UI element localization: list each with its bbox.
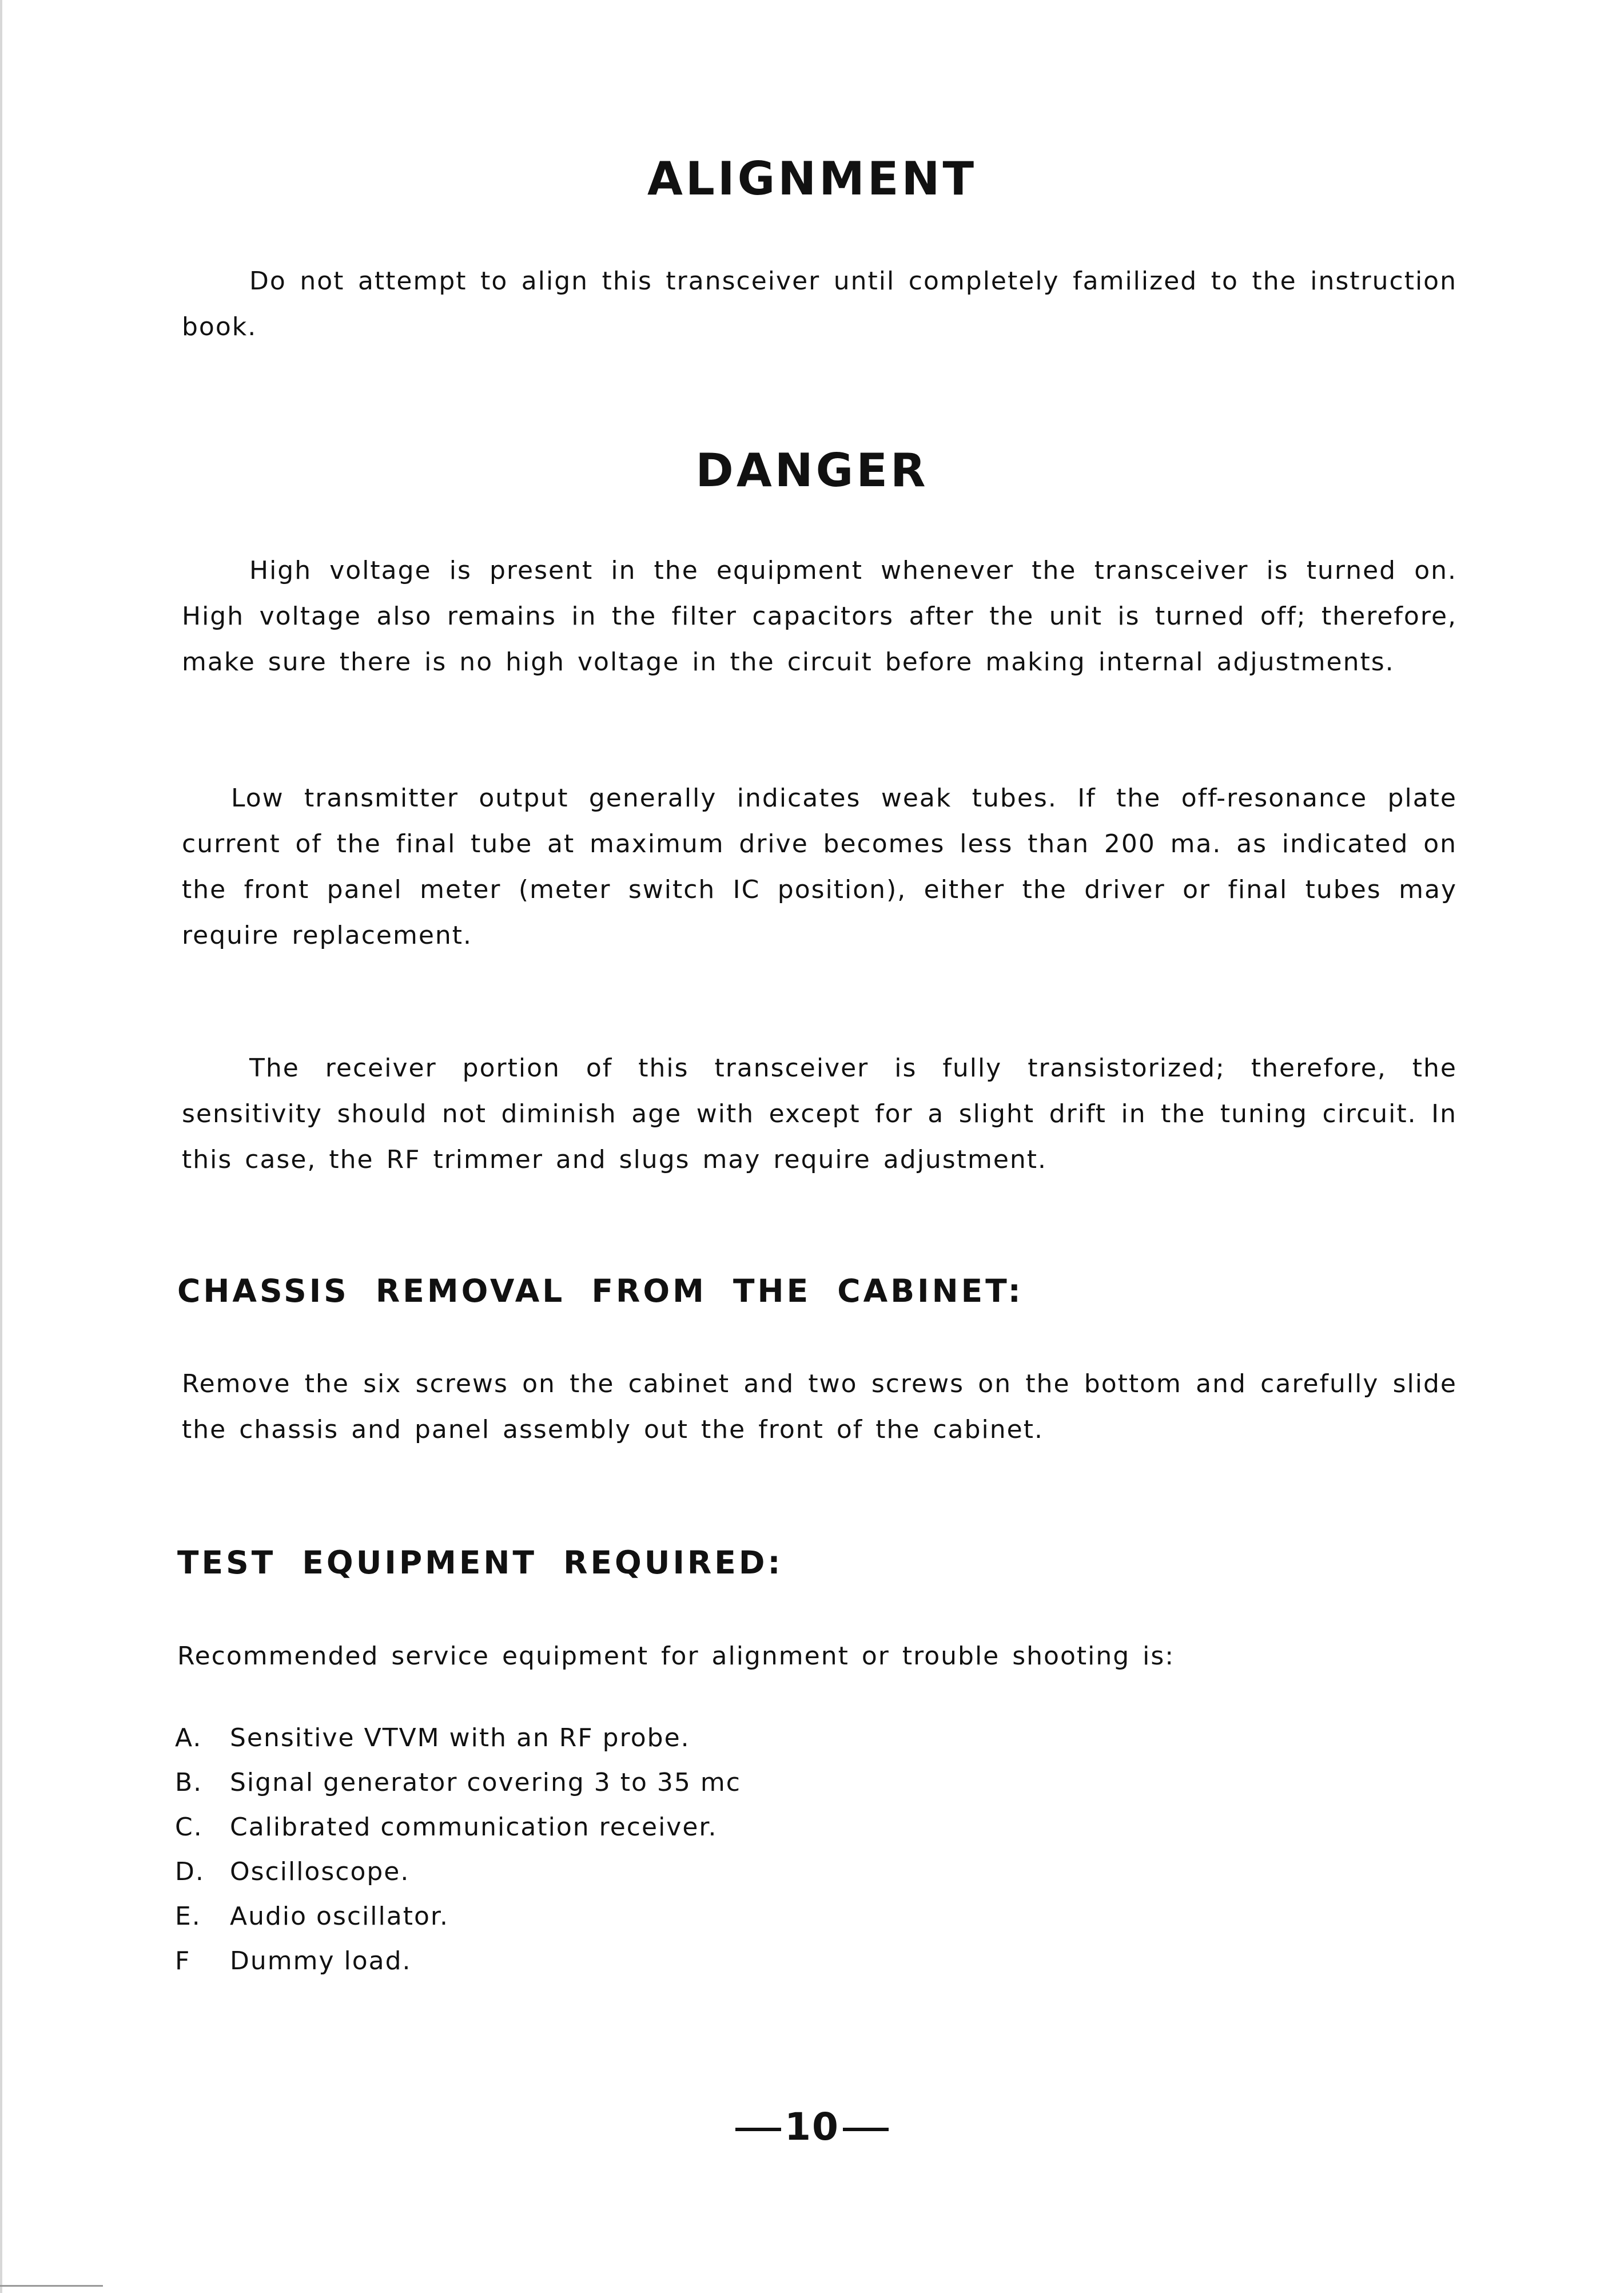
alignment-text: Do not attempt to align this transceiver until completely familized to the instruction book. (182, 267, 1457, 341)
scan-bottom-mark (0, 2285, 103, 2287)
test-equipment-intro: Recommended service equipment for alignment or trouble shooting is: (177, 1642, 1175, 1671)
transmitter-paragraph: Low transmitter output generally indicates weak tubes. If the off-resonance plate current of the final tube at maximum drive becomes less than 200 ma. as indicated on the front panel meter (meter switch IC position), either the driver or final tubes may require replacement. (182, 784, 1457, 950)
dash-right (843, 2128, 889, 2131)
list-item: B. Signal generator covering 3 to 35 mc (175, 1768, 741, 1797)
test-equipment-heading: TEST EQUIPMENT REQUIRED: (177, 1544, 783, 1581)
danger-title: DANGER (695, 444, 929, 497)
equipment-list (175, 1716, 741, 1984)
list-item: A. Sensitive VTVM with an RF probe. (175, 1723, 690, 1752)
list-item: F Dummy load. (175, 1946, 412, 1976)
alignment-title: ALIGNMENT (647, 152, 977, 205)
scan-left-edge (0, 0, 2, 2293)
page-number: 10 (0, 2105, 1624, 2149)
list-item: D. Oscilloscope. (175, 1857, 410, 1886)
list-item: E. Audio oscillator. (175, 1902, 449, 1931)
list-item: C. Calibrated communication receiver. (175, 1813, 718, 1842)
danger-text: High voltage is present in the equipment whenever the transceiver is turned on. High voltage also remains in the filter capacitors after the unit is turned off; therefore, make sure there is no high voltage in the circuit before making internal adjustments. (182, 556, 1457, 677)
chassis-heading: CHASSIS REMOVAL FROM THE CABINET: (177, 1273, 1024, 1309)
chassis-text: Remove the six screws on the cabinet and two screws on the bottom and carefully slide the chassis and panel assembly out the front of the cabinet. (182, 1369, 1457, 1444)
dash-left (735, 2128, 781, 2131)
receiver-paragraph: The receiver portion of this transceiver is fully transistorized; therefore, the sensitivity should not diminish age with except for a slight drift in the tuning circuit. In this case, the RF trimmer and slugs may require adjustment. (182, 1054, 1457, 1174)
